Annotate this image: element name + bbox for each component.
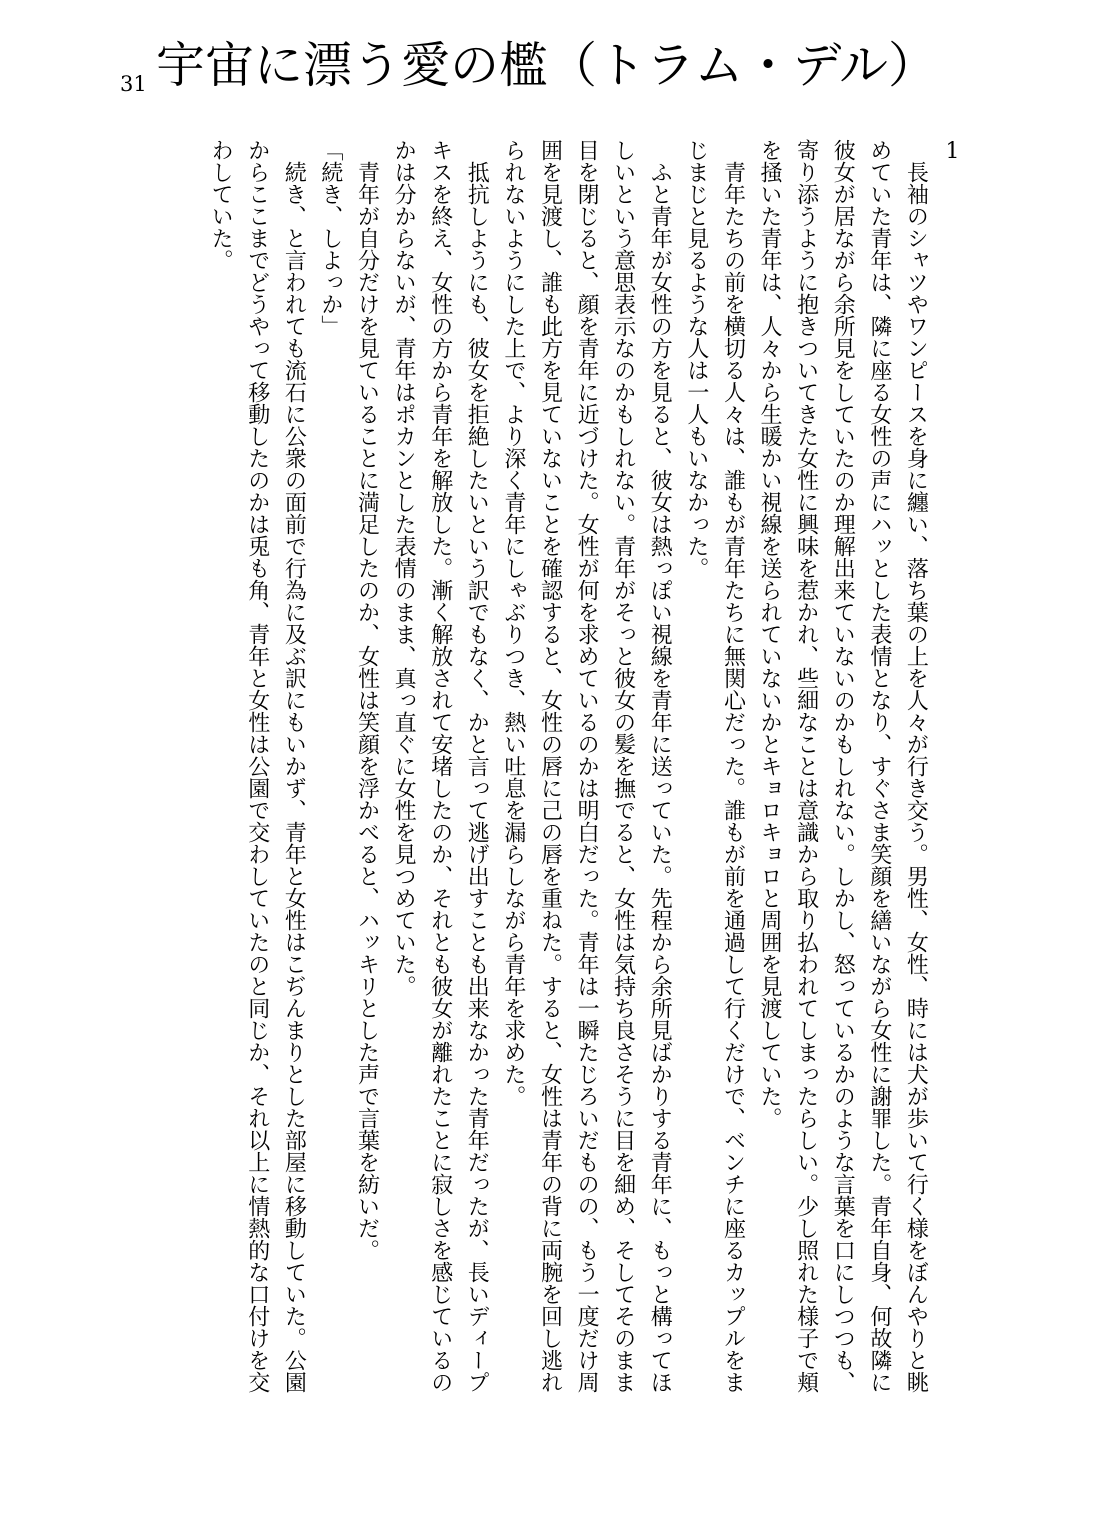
paragraph-1: 長袖のシャツやワンピースを身に纏い、落ち葉の上を人々が行き交う。男性、女性、時には犬が歩いて行く様をぼんやりと眺めていた青年は、隣に座る女性の声にハッとした表情となり、すぐさま笑顔を繕いながら女性に謝罪した。青年自身、何故隣に彼女が居ながら余所見をしていたのか理解出来ていないのかもしれない。しかし、怒っているかのような言葉を口にしつつも、寄り添うように抱きついてきた女性に興味を惹かれ、些細なことは意識から取り払われてしまったらしい。少し照れた様子で頬を掻いた青年は、人々から生暖かい視線を送られていないかとキョロキョロと周囲を見渡していた。 xyxy=(757,139,929,1393)
paragraph-6: 続き、と言われても流石に公衆の面前で行為に及ぶ訳にもいかず、青年と女性はこぢんまりとした部屋に移動していた。公園からここまでどうやって移動したのかは兎も角、青年と女性は公園で交わしていたのと同じか、それ以上に情熱的な口付けを交わしていた。 xyxy=(208,139,307,1393)
section-number: 1 xyxy=(940,139,965,164)
story-text xyxy=(122,139,970,1397)
paragraph-3: ふと青年が女性の方を見ると、彼女は熱っぽい視線を青年に送っていた。先程から余所見ばかりする青年に、もっと構ってほしいという意思表示なのかもしれない。青年がそっと彼女の髪を撫でると、女性は気持ち良さそうに目を細め、そしてそのまま目を閉じると、顔を青年に近づけた。女性が何を求めているのかは明白だった。青年は一瞬たじろいだものの、もう一度だけ周囲を見渡し、誰も此方を見ていないことを確認すると、女性の唇に己の唇を重ねた。すると、女性は青年の背に両腕を回し逃れられないようにした上で、より深く青年にしゃぶりつき、熱い吐息を漏らしながら青年を求めた。 xyxy=(500,139,673,1393)
paragraph-4: 抵抗しようにも、彼女を拒絶したいという訳でもなく、かと言って逃げ出すことも出来なかった青年だったが、長いディープキスを終え、女性の方から青年を解放した。漸く解放されて安堵したのか、それとも彼女が離れたことに寂しさを感じているのかは分からないが、青年はポカンとした表情のまま、真っ直ぐに女性を見つめていた。 xyxy=(391,139,490,1393)
page-title: 宇宙に漂う愛の檻（トラム・デル） xyxy=(156,37,938,94)
dialogue-line: 「続き、しよっか」 xyxy=(317,139,343,337)
paragraph-2: 青年たちの前を横切る人々は、誰もが青年たちに無関心だった。誰もが前を通過して行くだけで、ベンチに座るカップルをまじまじと見るような人は一人もいなかった。 xyxy=(683,139,746,1393)
chapter-number: 31 xyxy=(120,72,147,96)
paragraph-5: 青年が自分だけを見ていることに満足したのか、女性は笑顔を浮かべると、ハッキリとした声で言葉を紡いだ。 xyxy=(354,139,380,1261)
